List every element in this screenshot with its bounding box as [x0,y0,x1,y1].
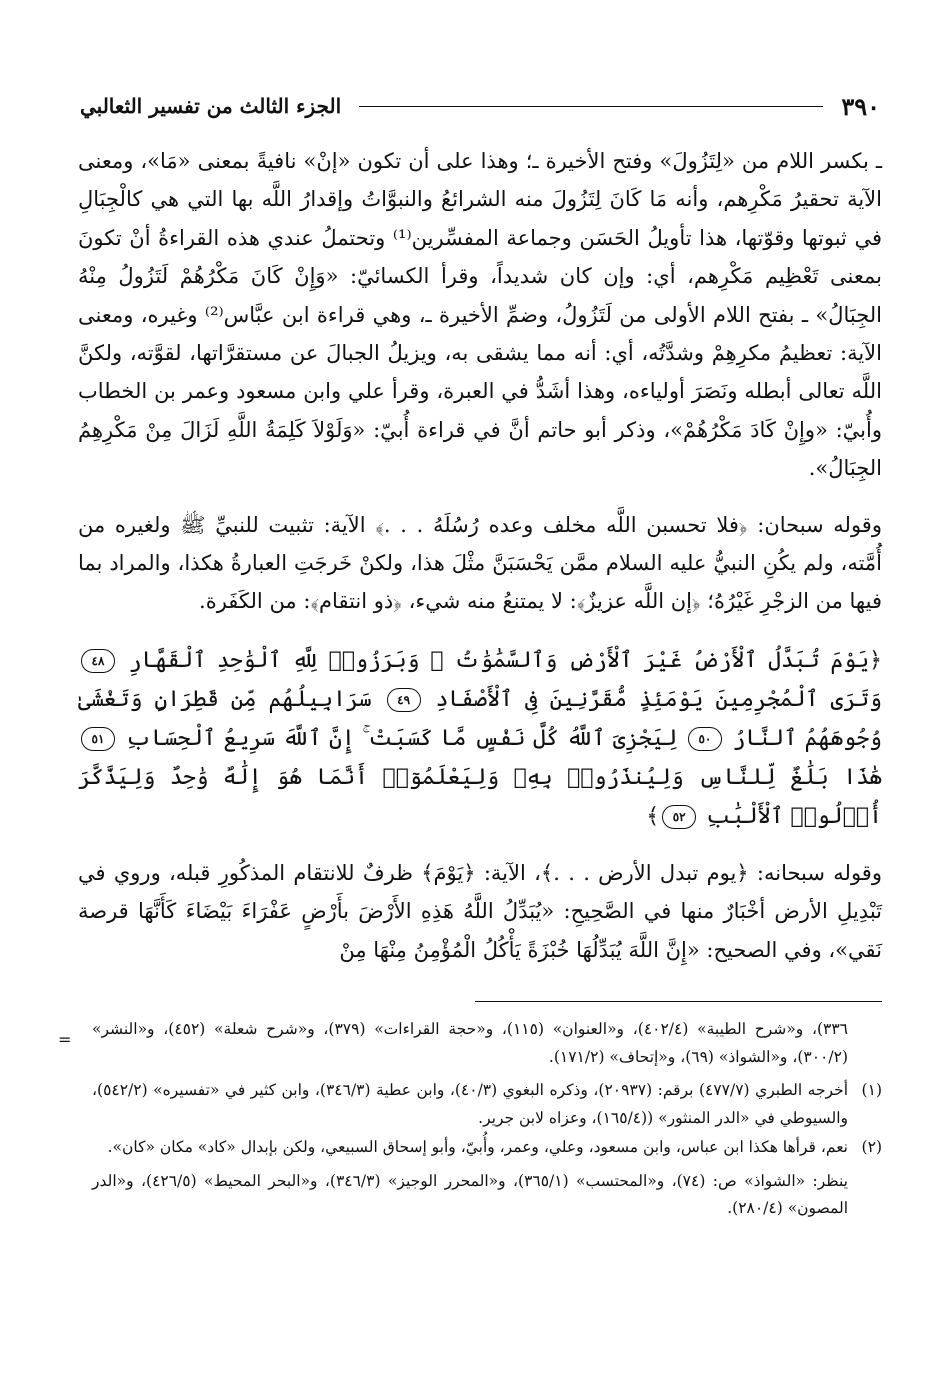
footnote-text: ٣٣٦)، و«شرح الطيبة» (٤٠٢/٤)، و«العنوان» (١١٥)، و«حجة القراءات» (٣٧٩)، و«شرح شعلة» (٤٥٢)، و«النشر» (٣٠٠/٢)، و«الشواذ» (٦٩)، و«إتحاف» (١٧١/٢). [92,1020,848,1066]
paragraph-1: ـ بكسر اللام من «لِتَزُولَ» وفتح الأخيرة ـ؛ وهذا على أن تكون «إنْ» نافيةً بمعنى «مَا»، ومعنى الآية تحقيرُ مَكْرِهم، وأنه مَا كَانَ لِتَزُولَ منه الشرائعُ والنبوَّاتُ وإقدارُ اللَّه بها التي هي كالْجِبَالِ في ثبوتها وقوّتها، هذا تأويلُ الحَسَن وجماعة المفسِّرين⁽¹⁾ وتحتملُ عندي هذه القراءةُ أنْ تكونَ بمعنى تَعْظِيم مَكْرِهم، أي: وإن كان شديداً، وقرأ الكسائيّ: «وَإِنْ كَانَ مَكْرُهُمْ لَتَزُولُ مِنْهُ الجِبَالُ» ـ بفتح اللام الأولى من لَتَزُولُ، وضمِّ الأخيرة ـ، وهي قراءة ابن عبَّاس⁽²⁾ وغيره، ومعنى الآية: تعظيمُ مكرِهِمْ وشدَّتُه، أي: أنه مما يشقى به، ويزيلُ الجبالَ عن مستقرَّاتها، لقوَّته، ولكنَّ اللَّه تعالى أبطله ونَصَرَ أولياءه، وهذا أشَدُّ في العبرة، وقرأ علي وابن مسعود وعمر بن الخطاب وأُبيّ: «وإِنْ كَادَ مَكْرُهُمْ»، وذكر أبو حاتم أنَّ في قراءة أُبيّ: «وَلَوْلاَ كَلِمَةُ اللَّهِ لَزَالَ مِنْ مَكْرِهِمُ الجِبَالُ». [78,149,883,481]
footnote-marker [848,1016,882,1071]
page-header [80,88,880,124]
verse-text: ﴿يَوْمَ تُبَدَّلُ ٱلْأَرْضُ غَيْرَ ٱلْأَرْضِ وَٱلسَّمَٰوَٰتُ ۖ وَبَرَزُوا۟ لِلَّهِ ٱلْوَٰحِدِ ٱلْقَهَّارِ [128,647,882,673]
header-rule [359,106,823,107]
footnote-marker: (٢) [861,1138,882,1156]
footnote-continuation-mark: = [58,1030,72,1049]
ayah-number-marker: ٤٨ [81,649,115,673]
footnote-item [92,1134,882,1162]
running-title: الجزء الثالث من تفسير الثعالبي [80,94,342,118]
footnote-text: نعم، قرأها هكذا ابن عباس، وابن مسعود، وعلي، وعمر، وأُبيّ، وأبو إسحاق السبيعي، ولكن بإبدال «كاد» مكان «كان». [107,1138,848,1156]
footnote-item [92,1168,882,1223]
footnote-marker [848,1168,882,1223]
verse-text: سَرَابِيلُهُم مِّن قَطِرَانٍ وَتَغْشَىٰ وُجُوهَهُمُ ٱلنَّارُ [78,686,882,751]
paragraph-3: وقوله سبحانه: ﴿يوم تبدل الأرض . . .﴾، الآية: ﴿يَوْمَ﴾ ظرفٌ للانتقام المذكُورِ قبله، وروي في تَبْدِيلِ الأرض أخْبَارٌ منها في الصَّحِيحِ: «يُبَدِّلُ اللَّهُ هَذِهِ الأَرْضَ بأَرْضٍ عَفْرَاءَ بَيْضَاءَ كَأَنَّهَا قرصة نَقي»، وفي الصحيح: «إِنَّ اللَّهَ يُبَدِّلُهَا خُبْزَةً يَأْكُلُ الْمُؤْمِنُ مِنْهَا مِنْ [78,860,882,962]
footnote-item [92,1077,882,1132]
footnote-item [92,1016,882,1071]
quran-verses [78,641,882,836]
verse-text: هَٰذَا بَلَٰغٌ لِّلنَّاسِ وَلِيُنذَرُوا۟ بِهِۦ وَلِيَعْلَمُوٓا۟ أَنَّمَا هُوَ إِلَٰهٌ وَٰحِدٌ وَلِيَذَّكَّرَ أُو۟لُوا۟ ٱلْأَلْبَٰبِ [78,764,882,829]
footnote-separator [475,1001,882,1002]
ayah-number-marker: ٤٩ [387,688,421,712]
footnote-text: أخرجه الطبري (٤٧٧/٧) برقم: (٢٠٩٣٧)، وذكره البغوي (٤٠/٣)، وابن عطية (٣٤٦/٣)، وابن كثير في «تفسيره» (٥٤٢/٢)، والسيوطي في «الدر المنثور» ((١٦٥/٤)، وعزاه لابن جرير. [92,1081,848,1127]
footnote-marker: (١) [861,1081,882,1099]
verse-text: وَتَرَى ٱلْمُجْرِمِينَ يَوْمَئِذٍ مُّقَرَّنِينَ فِى ٱلْأَصْفَادِ [435,686,883,712]
verse-text: لِيَجْزِىَ ٱللَّهُ كُلَّ نَفْسٍ مَّا كَسَبَتْ ۚ إِنَّ ٱللَّهَ سَرِيعُ ٱلْحِسَابِ [125,725,678,751]
ayah-number-marker: ٥٢ [662,805,696,829]
footnotes [92,1016,882,1225]
paragraph-2: وقوله سبحان: ﴿فلا تحسبن اللَّه مخلف وعده رُسُلَهُ . . .﴾ الآية: تثبيت للنبيِّ ﷺ ولغيره من أُمَّته، ولم يكُنِ النبيُّ عليه السلام ممَّن يَحْسَبَنَّ مثْلَ هذا، ولكنْ خَرجَتِ العبارةُ هكذا، والمراد بما فيها من الزجْرِ غَيْرُهُ؛ ﴿إن اللَّه عزيزٌ﴾: لا يمتنعُ منه شيء، ﴿ذو انتقام﴾: من الكَفَرة. [78,512,882,614]
main-text [78,142,882,969]
footnote-text: ينظر: «الشواذ» ص: (٧٤)، و«المحتسب» (٣٦٥/١)، و«المحرر الوجيز» (٣٤٦/٣)، و«البحر المحيط» (٤٢٦/٥)، و«الدر المصون» (٢٨٠/٤). [92,1171,848,1217]
ayah-number-marker: ٥٠ [688,727,722,751]
ayah-number-marker: ٥١ [81,727,115,751]
page-number: ٣٩٠ [841,91,880,121]
quran-closing-bracket: ﴾ [646,803,660,829]
